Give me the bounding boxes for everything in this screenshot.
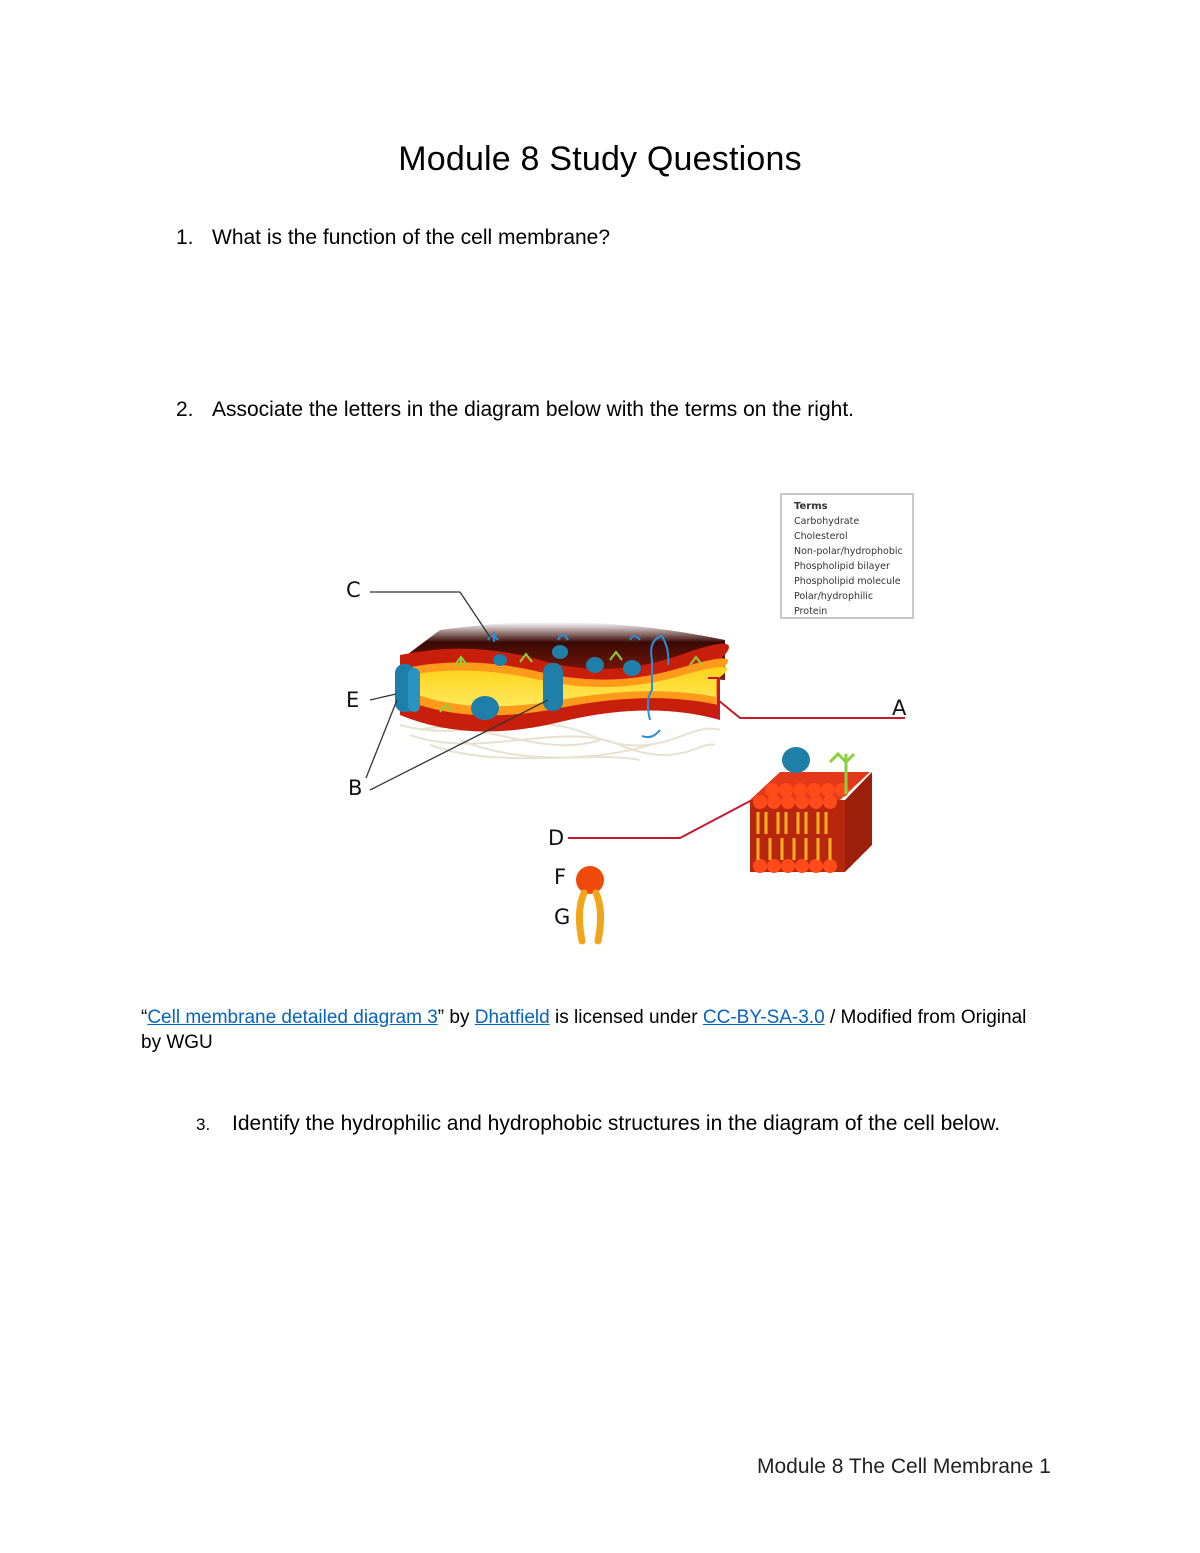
- credit-work-link[interactable]: Cell membrane detailed diagram 3: [147, 1007, 438, 1028]
- question-3: [196, 1112, 1000, 1136]
- leader-line-d: [568, 800, 752, 838]
- diagram-label-f: F: [554, 865, 567, 889]
- credit-licensed: is licensed under: [549, 1007, 703, 1028]
- question-2-number: 2.: [176, 398, 194, 421]
- diagram-label-d: D: [548, 826, 565, 850]
- carbohydrates: [440, 652, 702, 712]
- term-item: Non-polar/hydrophobic: [794, 546, 903, 557]
- credit-by: ” by: [437, 1007, 475, 1028]
- credit-open-quote: “: [141, 1007, 148, 1028]
- diagram-label-g: G: [554, 905, 571, 929]
- term-item: Cholesterol: [794, 531, 848, 542]
- credit-license-link[interactable]: CC-BY-SA-3.0: [702, 1007, 825, 1028]
- diagram-label-c: C: [346, 578, 361, 602]
- bracket-a: [708, 678, 905, 718]
- question-2: [176, 398, 854, 422]
- term-item: Phospholipid bilayer: [794, 561, 890, 572]
- credit-author-link[interactable]: Dhatfield: [474, 1007, 550, 1028]
- terms-heading: Terms: [794, 501, 828, 512]
- question-1: [176, 226, 610, 250]
- page-title: Module 8 Study Questions: [398, 140, 802, 178]
- membrane-proteins: [395, 645, 641, 720]
- question-1-number: 1.: [176, 226, 194, 249]
- diagram-label-b: B: [348, 776, 363, 800]
- cytoskeleton-fibers: [400, 723, 720, 760]
- membrane-slab: [400, 622, 729, 731]
- question-3-number: 3.: [196, 1115, 211, 1134]
- term-item: Phospholipid molecule: [794, 576, 901, 587]
- diagram-label-e: E: [346, 688, 360, 712]
- bilayer-closeup: [750, 747, 872, 873]
- diagram-label-a: A: [892, 696, 907, 720]
- term-item: Polar/hydrophilic: [794, 591, 874, 602]
- question-2-text: Associate the letters in the diagram below with the terms on the right.: [212, 398, 854, 421]
- term-item: Carbohydrate: [794, 516, 860, 527]
- image-credit: [141, 1005, 1041, 1055]
- term-item: Protein: [794, 606, 828, 617]
- terms-box: [780, 493, 914, 619]
- phospholipid-molecule: [576, 866, 604, 941]
- question-1-text: What is the function of the cell membrane?: [212, 226, 611, 249]
- glycoprotein-chains: [488, 632, 668, 737]
- credit-modified: / Modified from Original by WGU: [141, 1007, 1027, 1053]
- page-footer: Module 8 The Cell Membrane 1: [757, 1455, 1051, 1478]
- leader-lines: [366, 592, 548, 790]
- question-3-text: Identify the hydrophilic and hydrophobic structures in the diagram of the cell below.: [232, 1112, 1001, 1135]
